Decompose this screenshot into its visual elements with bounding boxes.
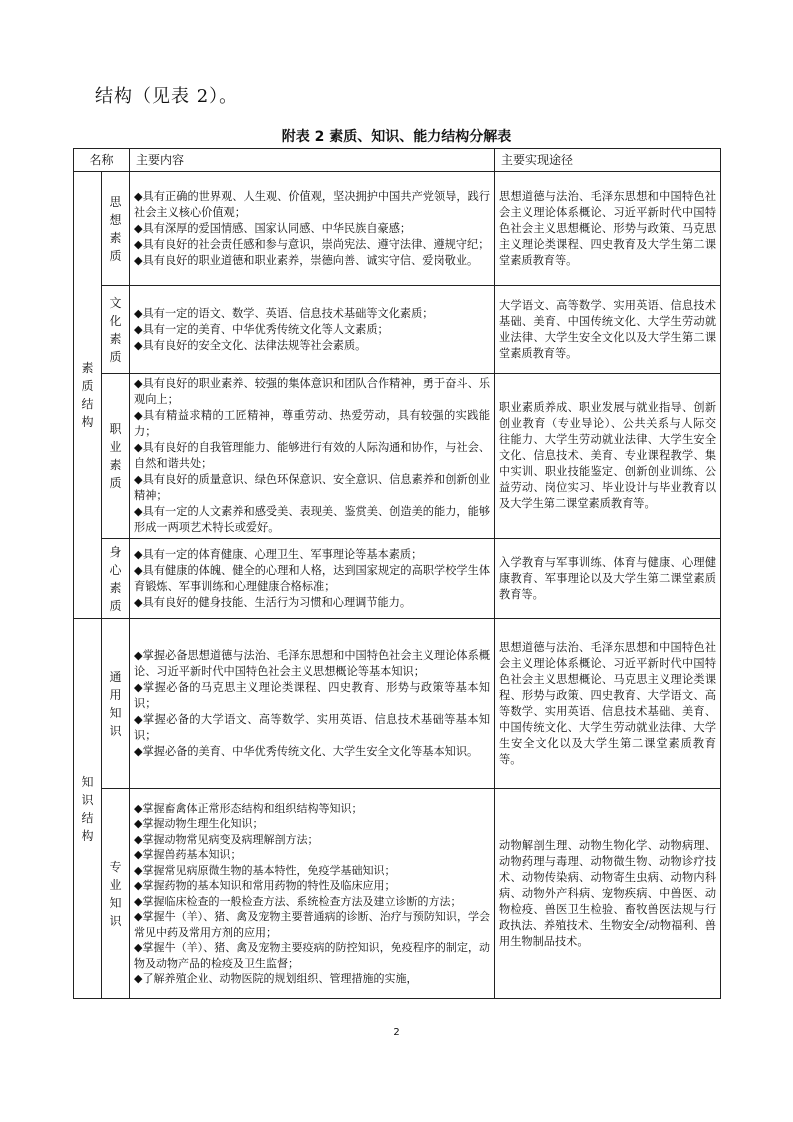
subcategory-label: 思想素质 xyxy=(109,194,122,263)
content-item: ◆具有精益求精的工匠精神，尊重劳动、热爱劳动，具有较强的实践能力； xyxy=(134,409,491,438)
content-item: ◆具有良好的职业素养、较强的集体意识和团队合作精神，勇于奋斗、乐观向上； xyxy=(134,377,491,406)
content-item: ◆掌握畜禽体正常形态结构和组织结构等知识； xyxy=(134,801,363,815)
header-route: 主要实现途径 xyxy=(495,149,721,172)
content-cell xyxy=(130,374,495,539)
subcategory-cell xyxy=(102,539,130,619)
page-number: 2 xyxy=(393,1027,400,1038)
content-item: ◆掌握临床检查的一般检查方法、系统检查方法及建立诊断的方法； xyxy=(134,894,462,908)
content-item: ◆掌握必备的大学语文、高等数学、实用英语、信息技术基础等基本知识； xyxy=(134,712,491,742)
category-label: 知识结构 xyxy=(81,774,94,843)
category-label: 素质结构 xyxy=(81,361,94,429)
content-item: ◆掌握药物的基本知识和常用药物的特性及临床应用； xyxy=(134,879,396,892)
intro-text: 结构（见表 2）。 xyxy=(95,86,239,107)
content-cell xyxy=(130,286,495,374)
content-item: ◆掌握必备的马克思主义理论类课程、四史教育、形势与政策等基本知识； xyxy=(134,680,491,710)
route-cell: 思想道德与法治、毛泽东思想和中国特色社会主义理论体系概论、习近平新时代中国特色社会主义思想概论、形势与政策、马克思主义理论类课程、四史教育及大学生第二课堂素质教育等。 xyxy=(495,172,721,286)
subcategory-label: 专业知识 xyxy=(109,859,122,928)
subcategory-cell xyxy=(102,619,130,789)
route-cell: 思想道德与法治、毛泽东思想和中国特色社会主义理论体系概论、习近平新时代中国特色社会主义思想概论、马克思主义理论类课程、形势与政策、四史教育、大学语文、高等数学、实用英语、信息技术基础、美育、中国传统文化、大学生劳动就业法律、大学生安全文化以及大学生第二课堂素质教育等。 xyxy=(495,619,721,789)
subcategory-cell xyxy=(102,374,130,539)
content-item: ◆具有健康的体魄、健全的心理和人格，达到国家规定的高职学校学生体育锻炼、军事训练和心理健康合格标准； xyxy=(134,563,491,593)
content-item: ◆掌握兽药基本知识； xyxy=(134,848,242,861)
content-item: ◆具有良好的社会责任感和参与意识，崇尚宪法、遵守法律、遵规守纪； xyxy=(134,237,490,251)
subcategory-cell xyxy=(102,286,130,374)
content-item: ◆具有良好的健身技能、生活行为习惯和心理调节能力。 xyxy=(134,595,412,609)
content-item: ◆具有良好的安全文化、法律法规等社会素质。 xyxy=(134,338,367,352)
table-row xyxy=(74,539,721,619)
subcategory-label: 身心素质 xyxy=(109,544,122,613)
content-item: ◆具有良好的职业道德和职业素养，崇德向善、诚实守信、爱岗敬业。 xyxy=(134,253,479,267)
content-cell xyxy=(130,539,495,619)
table-row xyxy=(74,374,721,539)
subcategory-cell xyxy=(102,172,130,286)
structure-table xyxy=(73,148,721,999)
content-cell xyxy=(130,619,495,789)
subcategory-label: 通用知识 xyxy=(109,669,122,738)
table-row xyxy=(74,619,721,789)
content-item: ◆具有一定的体育健康、心理卫生、军事理论等基本素质； xyxy=(134,547,423,561)
route-cell: 大学语文、高等数学、实用英语、信息技术基础、美育、中国传统文化、大学生劳动就业法律、大学生安全文化以及大学生第二课堂素质教育等。 xyxy=(495,286,721,374)
content-item: ◆了解养殖企业、动物医院的规划组织、管理措施的实施， xyxy=(134,972,418,985)
table-row xyxy=(74,172,721,286)
route-cell: 动物解剖生理、动物生物化学、动物病理、动物药理与毒理、动物微生物、动物诊疗技术、动物传染病、动物寄生虫病、动物内科病、动物外产科病、宠物疾病、中兽医、动物检疫、兽医卫生检验、畜牧兽医法规与行政执法、养殖技术、生物安全/动物福利、兽用生物制品技术。 xyxy=(495,789,721,999)
content-item: ◆掌握必备的美育、中华优秀传统文化、大学生安全文化等基本知识。 xyxy=(134,744,479,758)
content-item: ◆具有良好的自我管理能力、能够进行有效的人际沟通和协作，与社会、自然和谐共处； xyxy=(134,441,491,470)
table-caption: 附表 2 素质、知识、能力结构分解表 xyxy=(281,129,512,145)
content-item: ◆掌握常见病原微生物的基本特性，免疫学基础知识； xyxy=(134,863,396,877)
content-item: ◆掌握动物常见病变及病理解剖方法； xyxy=(134,832,319,846)
content-item: ◆具有深厚的爱国情感、国家认同感、中华民族自豪感； xyxy=(134,221,412,235)
content-item: ◆掌握牛（羊）、猪、禽及宠物主要普通病的诊断、治疗与预防知识，学会常见中药及常用方剂的应用； xyxy=(134,910,491,939)
route-cell: 入学教育与军事训练、体育与健康、心理健康教育、军事理论以及大学生第二课堂素质教育等。 xyxy=(495,539,721,619)
table-row xyxy=(74,286,721,374)
content-item: ◆具有良好的质量意识、绿色环保意识、安全意识、信息素养和创新创业精神； xyxy=(134,473,491,502)
table-row xyxy=(74,789,721,999)
content-cell xyxy=(130,789,495,999)
content-item: ◆掌握动物生理生化知识； xyxy=(134,817,264,830)
subcategory-cell xyxy=(102,789,130,999)
category-cell xyxy=(74,619,102,999)
header-row xyxy=(74,149,721,172)
subcategory-label: 职业素质 xyxy=(109,422,122,490)
route-cell: 职业素质养成、职业发展与就业指导、创新创业教育（专业导论）、公共关系与人际交往能力、大学生劳动就业法律、大学生安全文化、信息技术、美育、专业课程教学、集中实训、职业技能鉴定、创新创业训练、公益劳动、岗位实习、毕业设计与毕业教育以及大学生第二课堂素质教育等。 xyxy=(495,374,721,539)
content-item: ◆具有正确的世界观、人生观、价值观，坚决拥护中国共产党领导，践行社会主义核心价值观； xyxy=(134,189,491,219)
content-cell xyxy=(130,172,495,286)
content-item: ◆具有一定的人文素养和感受美、表现美、鉴赏美、创造美的能力，能够形成一两项艺术特长或爱好。 xyxy=(134,505,491,534)
content-item: ◆具有一定的语文、数学、英语、信息技术基础等文化素质； xyxy=(134,306,434,320)
header-name: 名称 xyxy=(74,149,130,172)
content-item: ◆掌握牛（羊）、猪、禽及宠物主要疫病的防控知识，免疫程序的制定，动物及动物产品的检疫及卫生监督； xyxy=(134,941,491,970)
category-cell xyxy=(74,172,102,619)
content-item: ◆具有一定的美育、中华优秀传统文化等人文素质； xyxy=(134,322,389,336)
content-item: ◆掌握必备思想道德与法治、毛泽东思想和中国特色社会主义理论体系概论、习近平新时代中国特色社会主义思想概论等基本知识； xyxy=(134,648,491,678)
header-content: 主要内容 xyxy=(130,149,495,172)
subcategory-label: 文化素质 xyxy=(109,295,122,364)
